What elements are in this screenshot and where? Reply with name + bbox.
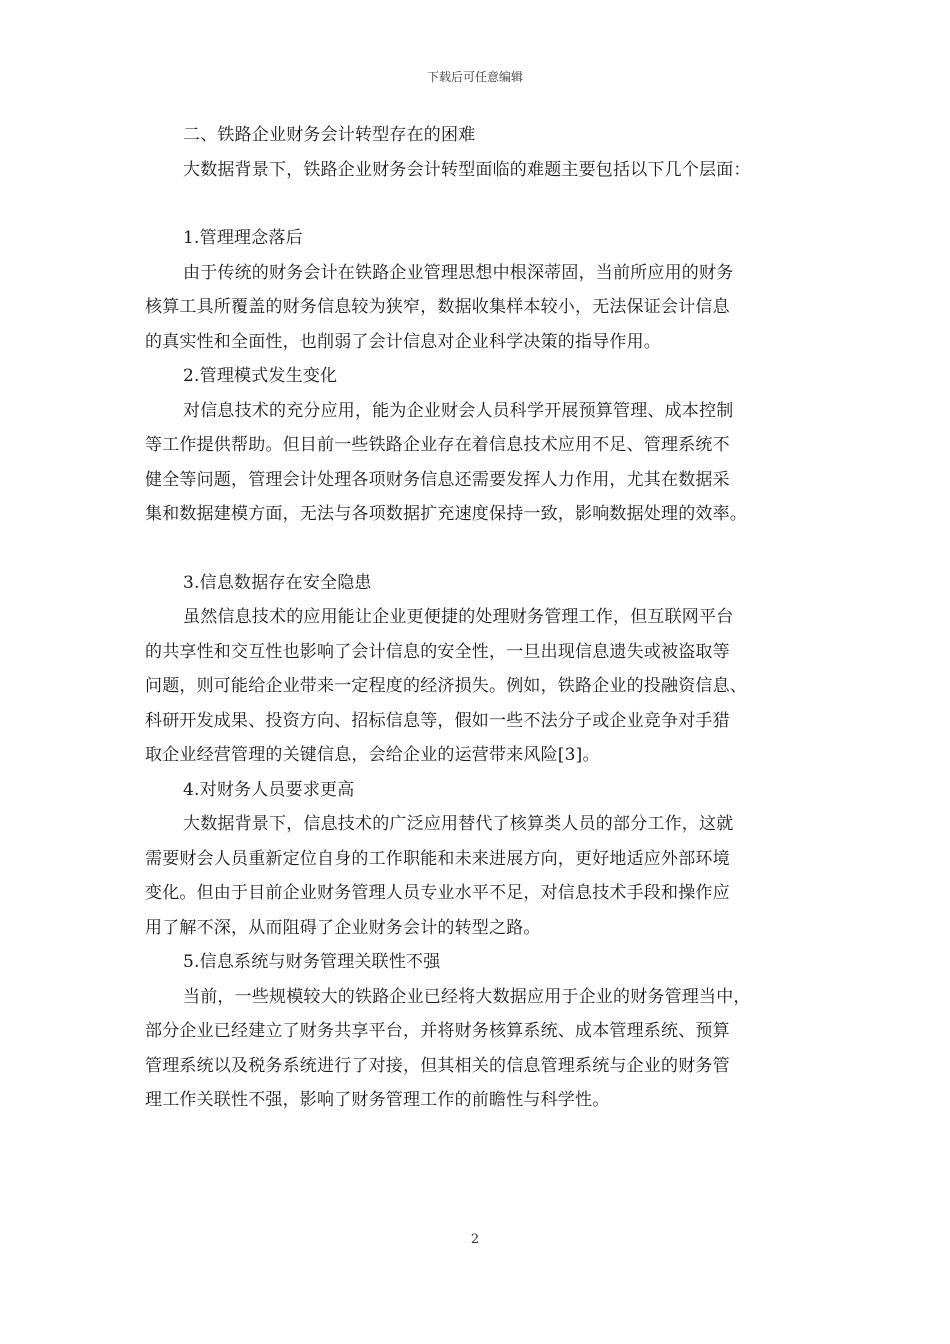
spacer	[145, 187, 825, 221]
paragraph-line: 部分企业已经建立了财务共享平台，并将财务核算系统、成本管理系统、预算	[145, 1021, 730, 1041]
paragraph-line: 核算工具所覆盖的财务信息较为狭窄，数据收集样本较小，无法保证会计信息	[145, 297, 730, 317]
paragraph-line: 的真实性和全面性，也削弱了会计信息对企业科学决策的指导作用。	[145, 331, 661, 352]
paragraph-line: 需要财会人员重新定位自身的工作职能和未来进展方向，更好地适应外部环境	[145, 848, 730, 869]
paragraph-line: 健全等问题，管理会计处理各项财务信息还需要发挥人力作用，尤其在数据采	[145, 469, 730, 490]
document-body	[145, 118, 825, 1118]
section-title: 二、铁路企业财务会计转型存在的困难	[183, 125, 476, 145]
paragraph-line: 变化。但由于目前企业财务管理人员专业水平不足，对信息技术手段和操作应	[145, 883, 730, 903]
item-heading: 5.信息系统与财务管理关联性不强	[183, 952, 441, 972]
page-number: 2	[470, 1232, 480, 1247]
paragraph-line: 当前，一些规模较大的铁路企业已经将大数据应用于企业的财务管理当中，	[183, 986, 751, 1007]
item-heading: 1.管理理念落后	[183, 228, 303, 248]
paragraph-line: 的共享性和交互性也影响了会计信息的安全性，一旦出现信息遗失或被盗取等	[145, 641, 730, 662]
paragraph-line: 科研开发成果、投资方向、招标信息等，假如一些不法分子或企业竞争对手猎	[145, 710, 730, 731]
paragraph-line: 管理系统以及税务系统进行了对接，但其相关的信息管理系统与企业的财务管	[145, 1055, 730, 1076]
paragraph-line: 集和数据建模方面，无法与各项数据扩充速度保持一致，影响数据处理的效率。	[145, 504, 747, 524]
intro-paragraph: 大数据背景下，铁路企业财务会计转型面临的难题主要包括以下几个层面：	[183, 159, 751, 180]
item-heading: 3.信息数据存在安全隐患	[183, 572, 372, 593]
paragraph-line: 由于传统的财务会计在铁路企业管理思想中根深蒂固，当前所应用的财务	[183, 262, 734, 283]
paragraph-line: 虽然信息技术的应用能让企业更便捷的处理财务管理工作，但互联网平台	[183, 607, 734, 627]
paragraph-line: 对信息技术的充分应用，能为企业财会人员科学开展预算管理、成本控制	[183, 400, 734, 421]
paragraph-line: 取企业经营管理的关键信息，会给企业的运营带来风险[3]。	[145, 745, 600, 765]
paragraph-line: 等工作提供帮助。但目前一些铁路企业存在着信息技术应用不足、管理系统不	[145, 435, 730, 455]
spacer	[145, 532, 825, 566]
paragraph-line: 大数据背景下，信息技术的广泛应用替代了核算类人员的部分工作，这就	[183, 814, 734, 834]
paragraph-line: 理工作关联性不强，影响了财务管理工作的前瞻性与科学性。	[145, 1090, 610, 1110]
page-header: 下载后可任意编辑	[426, 70, 523, 84]
paragraph-line: 用了解不深，从而阻碍了企业财务会计的转型之路。	[145, 917, 541, 938]
item-heading: 4.对财务人员要求更高	[183, 779, 355, 800]
item-heading: 2.管理模式发生变化	[183, 366, 338, 386]
paragraph-line: 问题，则可能给企业带来一定程度的经济损失。例如，铁路企业的投融资信息、	[145, 676, 747, 696]
